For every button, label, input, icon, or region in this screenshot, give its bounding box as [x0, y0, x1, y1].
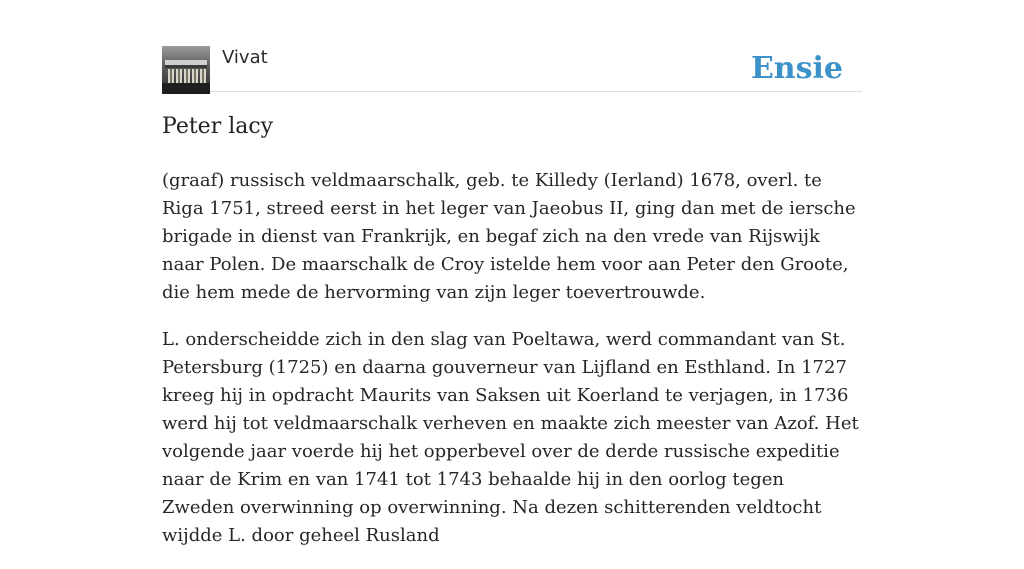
site-logo[interactable]: Ensie	[750, 51, 843, 86]
header	[162, 46, 862, 92]
article-body	[162, 167, 862, 569]
author-avatar[interactable]	[162, 46, 210, 94]
article-paragraph: (graaf) russisch veldmaarschalk, geb. te Killedy (Ierland) 1678, overl. te Riga 1751, streed eerst in het leger van Jaeobus II, ging dan met de iersche brigade in dienst van Frankrijk, en begaf zich na den vrede van Rijswijk naar Polen. De maarschalk de Croy istelde hem voor aan Peter den Groote, die hem mede de hervorming van zijn leger toevertrouwde.	[162, 170, 856, 303]
typewriter-avatar-icon	[162, 46, 210, 94]
author-name[interactable]: Vivat	[222, 47, 268, 68]
article-paragraph: L. onderscheidde zich in den slag van Poeltawa, werd commandant van St. Petersburg (1725) en daarna gouverneur van Lijfland en Esthland. In 1727 kreeg hij in opdracht Maurits van Saksen uit Koerland te verjagen, in 1736 werd hij tot veldmaarschalk verheven en maakte zich meester van Azof. Het volgende jaar voerde hij het opperbevel over de derde russische expeditie naar de Krim en van 1741 tot 1743 behaalde hij in den oorlog tegen Zweden overwinning op overwinning. Na dezen schitterenden veldtocht wijdde L. door geheel Rusland	[162, 329, 859, 546]
article-title: Peter lacy	[162, 114, 274, 139]
